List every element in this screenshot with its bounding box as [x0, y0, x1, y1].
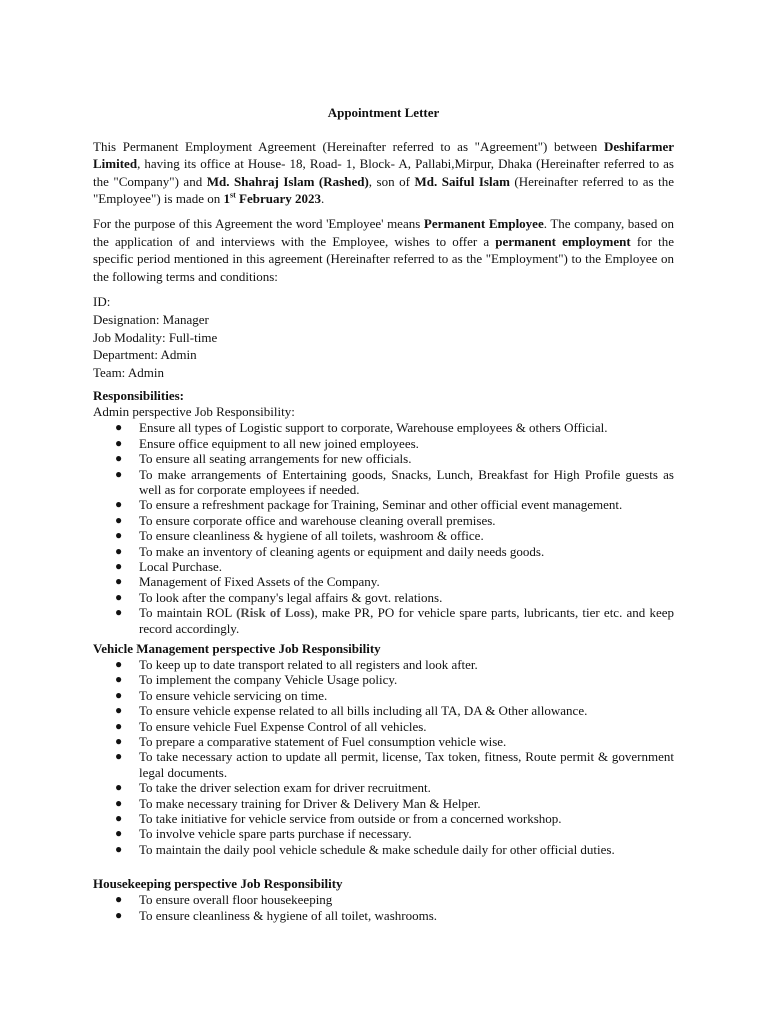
- employee-term: Permanent Employee: [423, 215, 544, 231]
- list-item: [93, 908, 674, 923]
- page-title: Appointment Letter: [327, 105, 440, 120]
- rol-text-2: , make PR, PO for vehicle spare parts, lubricants, tier etc. and keep record accordingly.: [139, 605, 674, 636]
- info-modality: Job Modality: Full-time: [93, 329, 218, 345]
- bullet-icon: ●: [115, 558, 123, 573]
- purpose-paragraph: [93, 215, 674, 285]
- bullet-icon: ●: [115, 907, 123, 922]
- bullet-icon: ●: [115, 605, 123, 620]
- list-item-text: To take the driver selection exam for driver recruitment.: [139, 780, 431, 796]
- list-item-text: Ensure all types of Logistic support to corporate, Warehouse employees & others Official.: [139, 420, 608, 436]
- list-item-text: Local Purchase.: [139, 558, 223, 574]
- bullet-icon: ●: [115, 734, 123, 749]
- list-item-text: To make arrangements of Entertaining goods, Snacks, Lunch, Breakfast for High Profile guests as well as for corporate employees if needed.: [139, 466, 674, 497]
- info-department: Department: Admin: [93, 347, 197, 363]
- list-item-text: Management of Fixed Assets of the Company.: [139, 574, 380, 590]
- employee-info: [93, 293, 674, 381]
- bullet-icon: ●: [115, 657, 123, 671]
- date-rest: February 2023: [235, 191, 321, 207]
- info-designation: Designation: Manager: [93, 311, 209, 327]
- purpose-text-1: For the purpose of this Agreement the word 'Employee' means: [93, 215, 424, 231]
- intro-text-4: (Hereinafter referred to as the "Employee") is made on: [93, 173, 675, 207]
- rol-highlight: (Risk of Loss): [236, 605, 315, 621]
- list-item: [93, 513, 674, 528]
- bullet-icon: ●: [115, 749, 123, 764]
- list-item-text: To implement the company Vehicle Usage policy.: [139, 672, 398, 688]
- agreement-date: [223, 191, 321, 206]
- intro-text-5: .: [320, 191, 325, 207]
- bullet-icon: ●: [115, 892, 123, 907]
- bullet-icon: ●: [115, 687, 123, 702]
- bullet-icon: ●: [115, 826, 123, 841]
- list-item: [93, 544, 674, 559]
- list-item: [93, 688, 674, 703]
- list-item-text: To ensure corporate office and warehouse cleaning overall premises.: [139, 512, 496, 528]
- company-name: Deshifarmer Limited: [93, 138, 674, 172]
- list-item-text: To take necessary action to update all permit, license, Tax token, fitness, Route permit & government legal documents.: [139, 749, 674, 780]
- list-item-text: Ensure office equipment to all new joined employees.: [139, 435, 419, 451]
- employment-offer: permanent employment: [495, 233, 631, 249]
- list-item-text: To make an inventory of cleaning agents or equipment and daily needs goods.: [139, 543, 545, 559]
- bullet-icon: ●: [115, 466, 123, 481]
- intro-text-1: This Permanent Employment Agreement (Hereinafter referred to as "Agreement") between: [93, 138, 604, 154]
- admin-responsibility-label: Admin perspective Job Responsibility:: [93, 404, 295, 420]
- list-item: [93, 559, 674, 574]
- list-item-text: To ensure overall floor housekeeping: [139, 892, 333, 908]
- section-spacer: [93, 857, 674, 871]
- vehicle-responsibility-list: [93, 657, 674, 857]
- list-item-text: To maintain the daily pool vehicle schedule & make schedule daily for other official duties.: [139, 841, 615, 857]
- list-item-text: To ensure vehicle servicing on time.: [139, 687, 328, 703]
- housekeeping-heading: Housekeeping perspective Job Responsibility: [93, 876, 343, 892]
- father-name: Md. Saiful Islam: [414, 173, 510, 189]
- list-item: [93, 734, 674, 749]
- list-item: [93, 826, 674, 841]
- intro-text-3: , son of: [368, 173, 415, 189]
- list-item-text: To make necessary training for Driver & Delivery Man & Helper.: [139, 795, 481, 811]
- bullet-icon: ●: [115, 841, 123, 856]
- intro-text-2: , having its office at House- 18, Road- 1, Block- A, Pallabi,Mirpur, Dhaka (Hereinafter referred to as the "Company") and: [93, 156, 674, 189]
- list-item: [93, 590, 674, 605]
- bullet-icon: ●: [115, 795, 123, 810]
- list-item: [93, 451, 674, 466]
- list-item-text: To take initiative for vehicle service from outside or from a concerned workshop.: [139, 811, 562, 827]
- list-item-text: To ensure a refreshment package for Training, Seminar and other official event management.: [139, 497, 623, 513]
- list-item-text: To ensure vehicle expense related to all bills including all TA, DA & Other allowance.: [139, 703, 588, 719]
- list-item: [93, 657, 674, 672]
- date-suffix: st: [229, 191, 236, 201]
- list-item-text: To look after the company's legal affairs & govt. relations.: [139, 589, 443, 605]
- employee-name: Md. Shahraj Islam (Rashed): [206, 173, 369, 189]
- list-item: [93, 672, 674, 687]
- list-item: [93, 719, 674, 734]
- list-item: [93, 796, 674, 811]
- bullet-icon: ●: [115, 672, 123, 687]
- letter-body: [93, 104, 674, 923]
- vehicle-heading: Vehicle Management perspective Job Responsibility: [93, 641, 381, 656]
- admin-responsibility-list: [93, 420, 674, 605]
- list-item-text: To prepare a comparative statement of Fuel consumption vehicle wise.: [139, 734, 507, 750]
- bullet-icon: ●: [115, 497, 123, 512]
- housekeeping-responsibility-list: [93, 892, 674, 923]
- bullet-icon: ●: [115, 780, 123, 795]
- list-item: [93, 892, 674, 907]
- list-item: [93, 811, 674, 826]
- list-item-text: To ensure cleanliness & hygiene of all toilet, washrooms.: [139, 907, 438, 923]
- list-item: [93, 605, 674, 636]
- intro-paragraph: [93, 138, 674, 208]
- list-item: [93, 703, 674, 718]
- rol-list: [93, 605, 674, 636]
- info-team: Team: Admin: [93, 364, 164, 380]
- list-item-text: To keep up to date transport related to all registers and look after.: [139, 657, 478, 672]
- bullet-icon: ●: [115, 703, 123, 718]
- bullet-icon: ●: [115, 420, 123, 435]
- bullet-icon: ●: [115, 528, 123, 543]
- list-item: [93, 780, 674, 795]
- list-item: [93, 467, 674, 498]
- list-item-text: To ensure all seating arrangements for new officials.: [139, 451, 412, 467]
- bullet-icon: ●: [115, 451, 123, 466]
- list-item-text: To involve vehicle spare parts purchase if necessary.: [139, 826, 412, 842]
- list-item: [93, 420, 674, 435]
- bullet-icon: ●: [115, 435, 123, 450]
- list-item: [93, 436, 674, 451]
- bullet-icon: ●: [115, 574, 123, 589]
- list-item: [93, 497, 674, 512]
- list-item-text: To ensure cleanliness & hygiene of all toilets, washroom & office.: [139, 528, 484, 544]
- list-item: [93, 574, 674, 589]
- purpose-text-3: for the specific period mentioned in this agreement (Hereinafter referred to as the "Employment") to the Employee on the following terms and conditions:: [93, 233, 675, 284]
- bullet-icon: ●: [115, 811, 123, 826]
- list-item: [93, 842, 674, 857]
- info-id: ID:: [93, 294, 111, 310]
- purpose-text-2: . The company, based on the application of and interviews with the Employee, wishes to offer a: [93, 215, 674, 249]
- rol-text-1: To maintain ROL: [139, 605, 237, 621]
- bullet-icon: ●: [115, 589, 123, 604]
- date-day: 1: [223, 191, 230, 207]
- bullet-icon: ●: [115, 718, 123, 733]
- bullet-icon: ●: [115, 512, 123, 527]
- list-item-text: To ensure vehicle Fuel Expense Control of all vehicles.: [139, 718, 427, 734]
- bullet-icon: ●: [115, 543, 123, 558]
- responsibilities-heading: Responsibilities:: [93, 388, 185, 404]
- list-item: [93, 749, 674, 780]
- list-item: [93, 528, 674, 543]
